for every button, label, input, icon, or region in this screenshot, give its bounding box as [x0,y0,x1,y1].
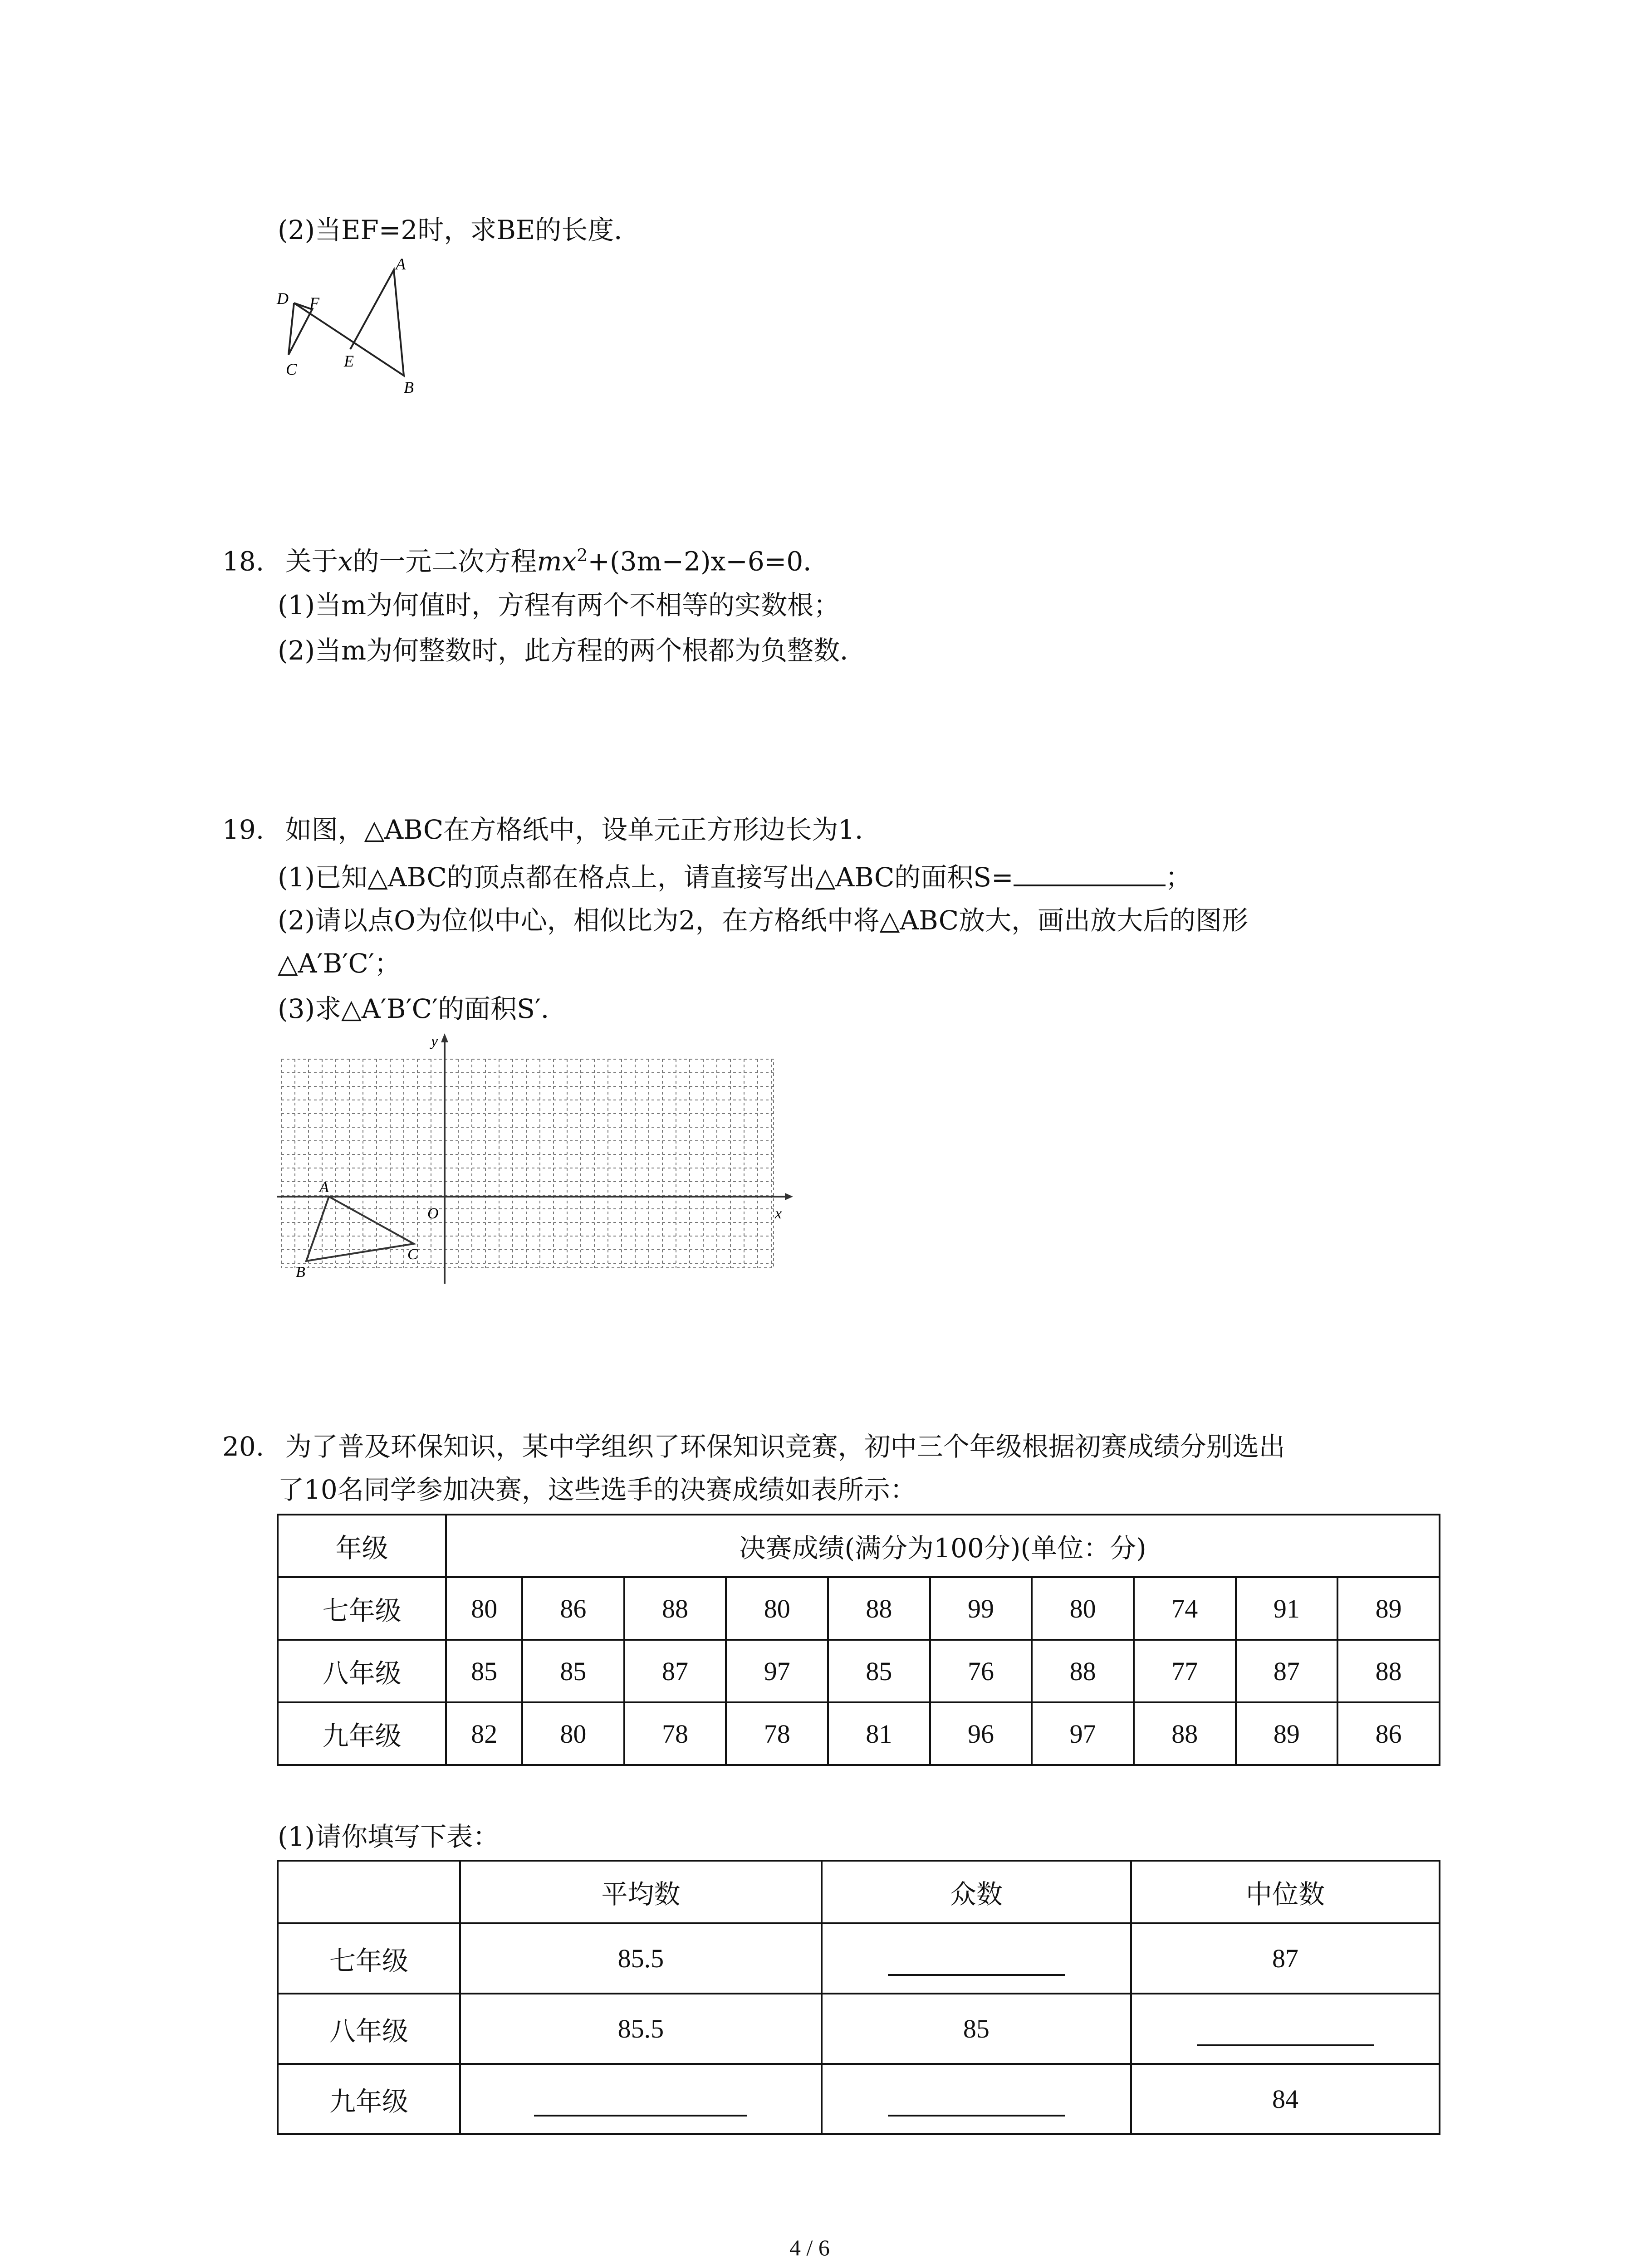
scores-header-row [278,1515,1440,1577]
q19-part2a: (2)请以点O为位似中心，相似比为2，在方格纸中将△ABC放大，画出放大后的图形 [278,905,1249,936]
stats-row [278,1994,1440,2064]
score-cell: 96 [930,1702,1032,1765]
stats-row-grade: 九年级 [278,2064,460,2134]
q20-number: 20. [222,1431,265,1462]
score-cell: 87 [1236,1640,1338,1702]
score-cell: 78 [624,1702,726,1765]
score-cell: 85 [828,1640,930,1702]
q18-stem [222,545,830,577]
scores-row [278,1702,1440,1765]
scores-row [278,1577,1440,1640]
score-cell: 86 [1337,1702,1440,1765]
stats-blank-mode[interactable] [822,1923,1131,1994]
q19-stem [222,816,881,843]
score-cell: 80 [1032,1577,1134,1640]
score-cell: 88 [828,1577,930,1640]
score-cell: 99 [930,1577,1032,1640]
stats-header-mean: 平均数 [460,1861,822,1923]
score-cell: 77 [1134,1640,1236,1702]
q18-part1: (1)当m为何值时，方程有两个不相等的实数根； [278,590,840,621]
stats-cell-mode: 85 [822,1994,1131,2064]
q18-stem-pre: 关于 [285,546,338,577]
fig17-label-e: E [344,352,354,370]
stats-header-row [278,1861,1440,1923]
score-cell: 87 [624,1640,726,1702]
grid-lines [281,1059,774,1268]
figure-19-grid [272,1030,798,1288]
score-cell: 80 [726,1577,828,1640]
q18-part2: (2)当m为何整数时，此方程的两个根都为负整数． [278,635,867,666]
scores-row [278,1640,1440,1702]
score-cell: 76 [930,1640,1032,1702]
fig17-label-b: B [404,378,414,396]
stats-blank-mean[interactable] [460,2064,822,2134]
fig19-label-b: B [296,1264,305,1281]
answer-line[interactable] [1197,2040,1374,2046]
fig19-label-x: x [775,1205,782,1222]
score-cell: 85 [446,1640,522,1702]
x-axis-arrow [785,1193,793,1200]
fig17-label-f: F [309,294,319,312]
score-cell: 89 [1337,1577,1440,1640]
q19-number: 19. [222,814,265,845]
answer-line[interactable] [888,1970,1065,1976]
score-cell: 81 [828,1702,930,1765]
score-cell: 97 [726,1640,828,1702]
stats-row [278,1923,1440,1994]
q18-stem-sup: 2 [577,545,588,565]
header-scores: 决赛成绩(满分为100分)(单位：分) [446,1515,1440,1577]
stats-header-blank [278,1861,460,1923]
q19-part3: (3)求△A′B′C′的面积S′． [278,993,568,1024]
fig17-label-a: A [396,255,406,273]
q20-stem-line2: 了10名同学参加决赛，这些选手的决赛成绩如表所示： [278,1474,916,1505]
score-cell: 88 [1134,1702,1236,1765]
figure-17 [272,254,436,399]
score-cell: 86 [522,1577,624,1640]
score-cell: 88 [624,1577,726,1640]
triangle-dfc [289,303,312,355]
q18-stem-eq: mx [537,546,577,577]
score-cell: 88 [1337,1640,1440,1702]
fig17-label-c: C [286,360,297,378]
q20-part1: (1)请你填写下表： [278,1821,500,1852]
stats-row-grade: 八年级 [278,1994,460,2064]
page-number: 4 / 6 [789,2235,830,2260]
fig19-label-o: O [427,1205,439,1222]
fig19-label-c: C [407,1246,418,1263]
y-axis-arrow [441,1033,448,1042]
score-cell: 74 [1134,1577,1236,1640]
fig19-label-y: y [431,1033,438,1050]
stats-row [278,2064,1440,2134]
scores-table [277,1514,1440,1766]
q19-part1-end: ； [1165,862,1192,893]
scores-row-grade: 七年级 [278,1577,446,1640]
score-cell: 89 [1236,1702,1338,1765]
q20-stem1: 为了普及环保知识，某中学组织了环保知识竞赛，初中三个年级根据初赛成绩分别选出 [285,1431,1285,1462]
stats-cell-median: 87 [1131,1923,1440,1994]
answer-line[interactable] [888,2110,1065,2116]
q18-number: 18. [222,546,265,577]
stats-cell-median: 84 [1131,2064,1440,2134]
score-cell: 91 [1236,1577,1338,1640]
score-cell: 97 [1032,1702,1134,1765]
score-cell: 88 [1032,1640,1134,1702]
header-grade: 年级 [278,1515,446,1577]
stats-blank-mode[interactable] [822,2064,1131,2134]
fig17-label-d: D [277,289,289,308]
scores-row-grade: 九年级 [278,1702,446,1765]
stats-cell-mean: 85.5 [460,1994,822,2064]
q18-stem-var: x [338,546,353,577]
answer-line[interactable] [534,2110,747,2116]
q19-part1-text: (1)已知△ABC的顶点都在格点上，请直接写出△ABC的面积S= [278,862,1014,893]
stats-header-median: 中位数 [1131,1861,1440,1923]
stats-cell-mean: 85.5 [460,1923,822,1994]
stats-header-mode: 众数 [822,1861,1131,1923]
stats-table [277,1860,1440,2135]
score-cell: 85 [522,1640,624,1702]
score-cell: 78 [726,1702,828,1765]
stats-blank-median[interactable] [1131,1994,1440,2064]
q19-stem-text: 如图，△ABC在方格纸中，设单元正方形边长为1． [285,814,882,845]
fig19-label-a: A [319,1179,329,1196]
score-cell: 82 [446,1702,522,1765]
stats-row-grade: 七年级 [278,1923,460,1994]
q17-part2: (2)当EF=2时，求BE的长度． [278,215,641,245]
q20-stem-line1 [222,1433,1285,1460]
q18-stem-eq2: +(3m−2)x−6=0． [588,546,830,577]
q19-area-blank[interactable] [1014,862,1166,886]
scores-row-grade: 八年级 [278,1640,446,1702]
score-cell: 80 [446,1577,522,1640]
q18-stem-mid: 的一元二次方程 [353,546,537,577]
q19-part1 [278,862,1192,893]
score-cell: 80 [522,1702,624,1765]
q19-part2b: △A′B′C′； [278,948,401,979]
